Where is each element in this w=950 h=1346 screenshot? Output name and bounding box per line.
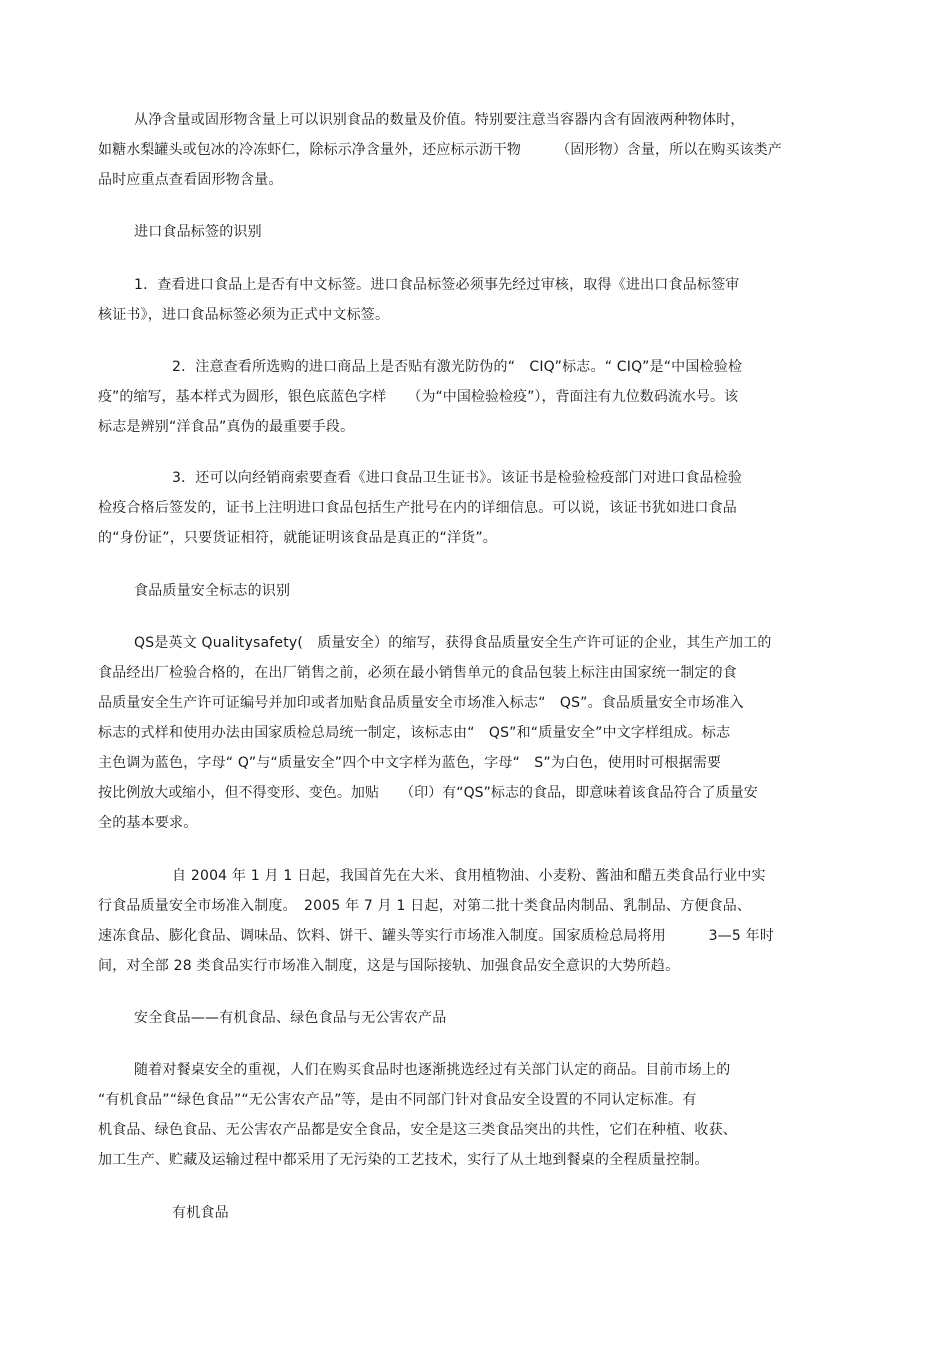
text-line: 品质量安全生产许可证编号并加印或者加贴食品质量安全市场准入标志“ QS”。食品质量安全市场准入 — [98, 695, 744, 711]
text-line: 核证书》，进口食品标签必须为正式中文标签。 — [98, 307, 390, 323]
text-line: 机食品、绿色食品、无公害农产品都是安全食品，安全是这三类食品突出的共性，它们在种植、收获、 — [98, 1122, 737, 1138]
text-line: 品时应重点查看固形物含量。 — [98, 172, 283, 188]
text-line: 2．注意查看所选购的进口商品上是否贴有激光防伪的“ CIQ”标志。“ CIQ”是“中国检验检 — [172, 359, 743, 375]
text-line: 标志的式样和使用办法由国家质检总局统一制定，该标志由“ QS”和“质量安全”中文字样组成。标志 — [98, 725, 731, 741]
text-line: 间，对全部 28 类食品实行市场准入制度，这是与国际接轨、加强食品安全意识的大势所趋。 — [98, 958, 680, 974]
text-line: 标志是辨别“洋食品”真伪的最重要手段。 — [98, 419, 355, 435]
text-line: 按比例放大或缩小，但不得变形、变色。加贴 （印）有“QS”标志的食品，即意味着该食品符合了质量安 — [98, 785, 758, 801]
section-heading: 有机食品 — [172, 1205, 229, 1221]
text-line: 从净含量或固形物含量上可以识别食品的数量及价值。特别要注意当容器内含有固液两种物体时， — [134, 112, 745, 128]
text-line: 3．还可以向经销商索要查看《进口食品卫生证书》。该证书是检验检疫部门对进口食品检验 — [172, 470, 743, 486]
text-line: 行食品质量安全市场准入制度。 2005 年 7 月 1 日起，对第二批十类食品肉制品、乳制品、方便食品、 — [98, 898, 752, 914]
text-line: 全的基本要求。 — [98, 815, 198, 831]
section-heading: 食品质量安全标志的识别 — [134, 583, 291, 599]
text-line: 主色调为蓝色，字母“ Q”与“质量安全”四个中文字样为蓝色，字母“ S”为白色，使用时可根据需要 — [98, 755, 722, 771]
text-line: 检疫合格后签发的，证书上注明进口食品包括生产批号在内的详细信息。可以说，该证书犹如进口食品 — [98, 500, 737, 516]
text-line: QS是英文 Qualitysafety( 质量安全）的缩写，获得食品质量安全生产许可证的企业，其生产加工的 — [134, 635, 772, 651]
section-heading: 进口食品标签的识别 — [134, 224, 262, 240]
text-line: 1．查看进口食品上是否有中文标签。进口食品标签必须事先经过审核，取得《进出口食品标签审 — [134, 277, 740, 293]
text-line: 疫”的缩写，基本样式为圆形，银色底蓝色字样 （为“中国检验检疫”），背面注有九位数码流水号。该 — [98, 389, 739, 405]
text-line: 加工生产、贮藏及运输过程中都采用了无污染的工艺技术，实行了从土地到餐桌的全程质量控制。 — [98, 1152, 709, 1168]
text-line: 如糖水梨罐头或包冰的冷冻虾仁，除标示净含量外，还应标示沥干物 （固形物）含量，所以在购买该类产 — [98, 142, 782, 158]
text-line: 食品经出厂检验合格的，在出厂销售之前，必须在最小销售单元的食品包装上标注由国家统一制定的食 — [98, 665, 737, 681]
text-line: 随着对餐桌安全的重视，人们在购买食品时也逐渐挑选经过有关部门认定的商品。目前市场上的 — [134, 1062, 731, 1078]
section-heading: 安全食品——有机食品、绿色食品与无公害农产品 — [134, 1010, 447, 1026]
text-line: 速冻食品、膨化食品、调味品、饮料、饼干、罐头等实行市场准入制度。国家质检总局将用 3—5 年时 — [98, 928, 775, 944]
text-line: 的“身份证”，只要货证相符，就能证明该食品是真正的“洋货”。 — [98, 530, 498, 546]
text-line: “有机食品”“绿色食品”“无公害农产品”等，是由不同部门针对食品安全设置的不同认定标准。有 — [98, 1092, 697, 1108]
text-line: 自 2004 年 1 月 1 日起，我国首先在大米、食用植物油、小麦粉、酱油和醋五类食品行业中实 — [172, 868, 766, 884]
